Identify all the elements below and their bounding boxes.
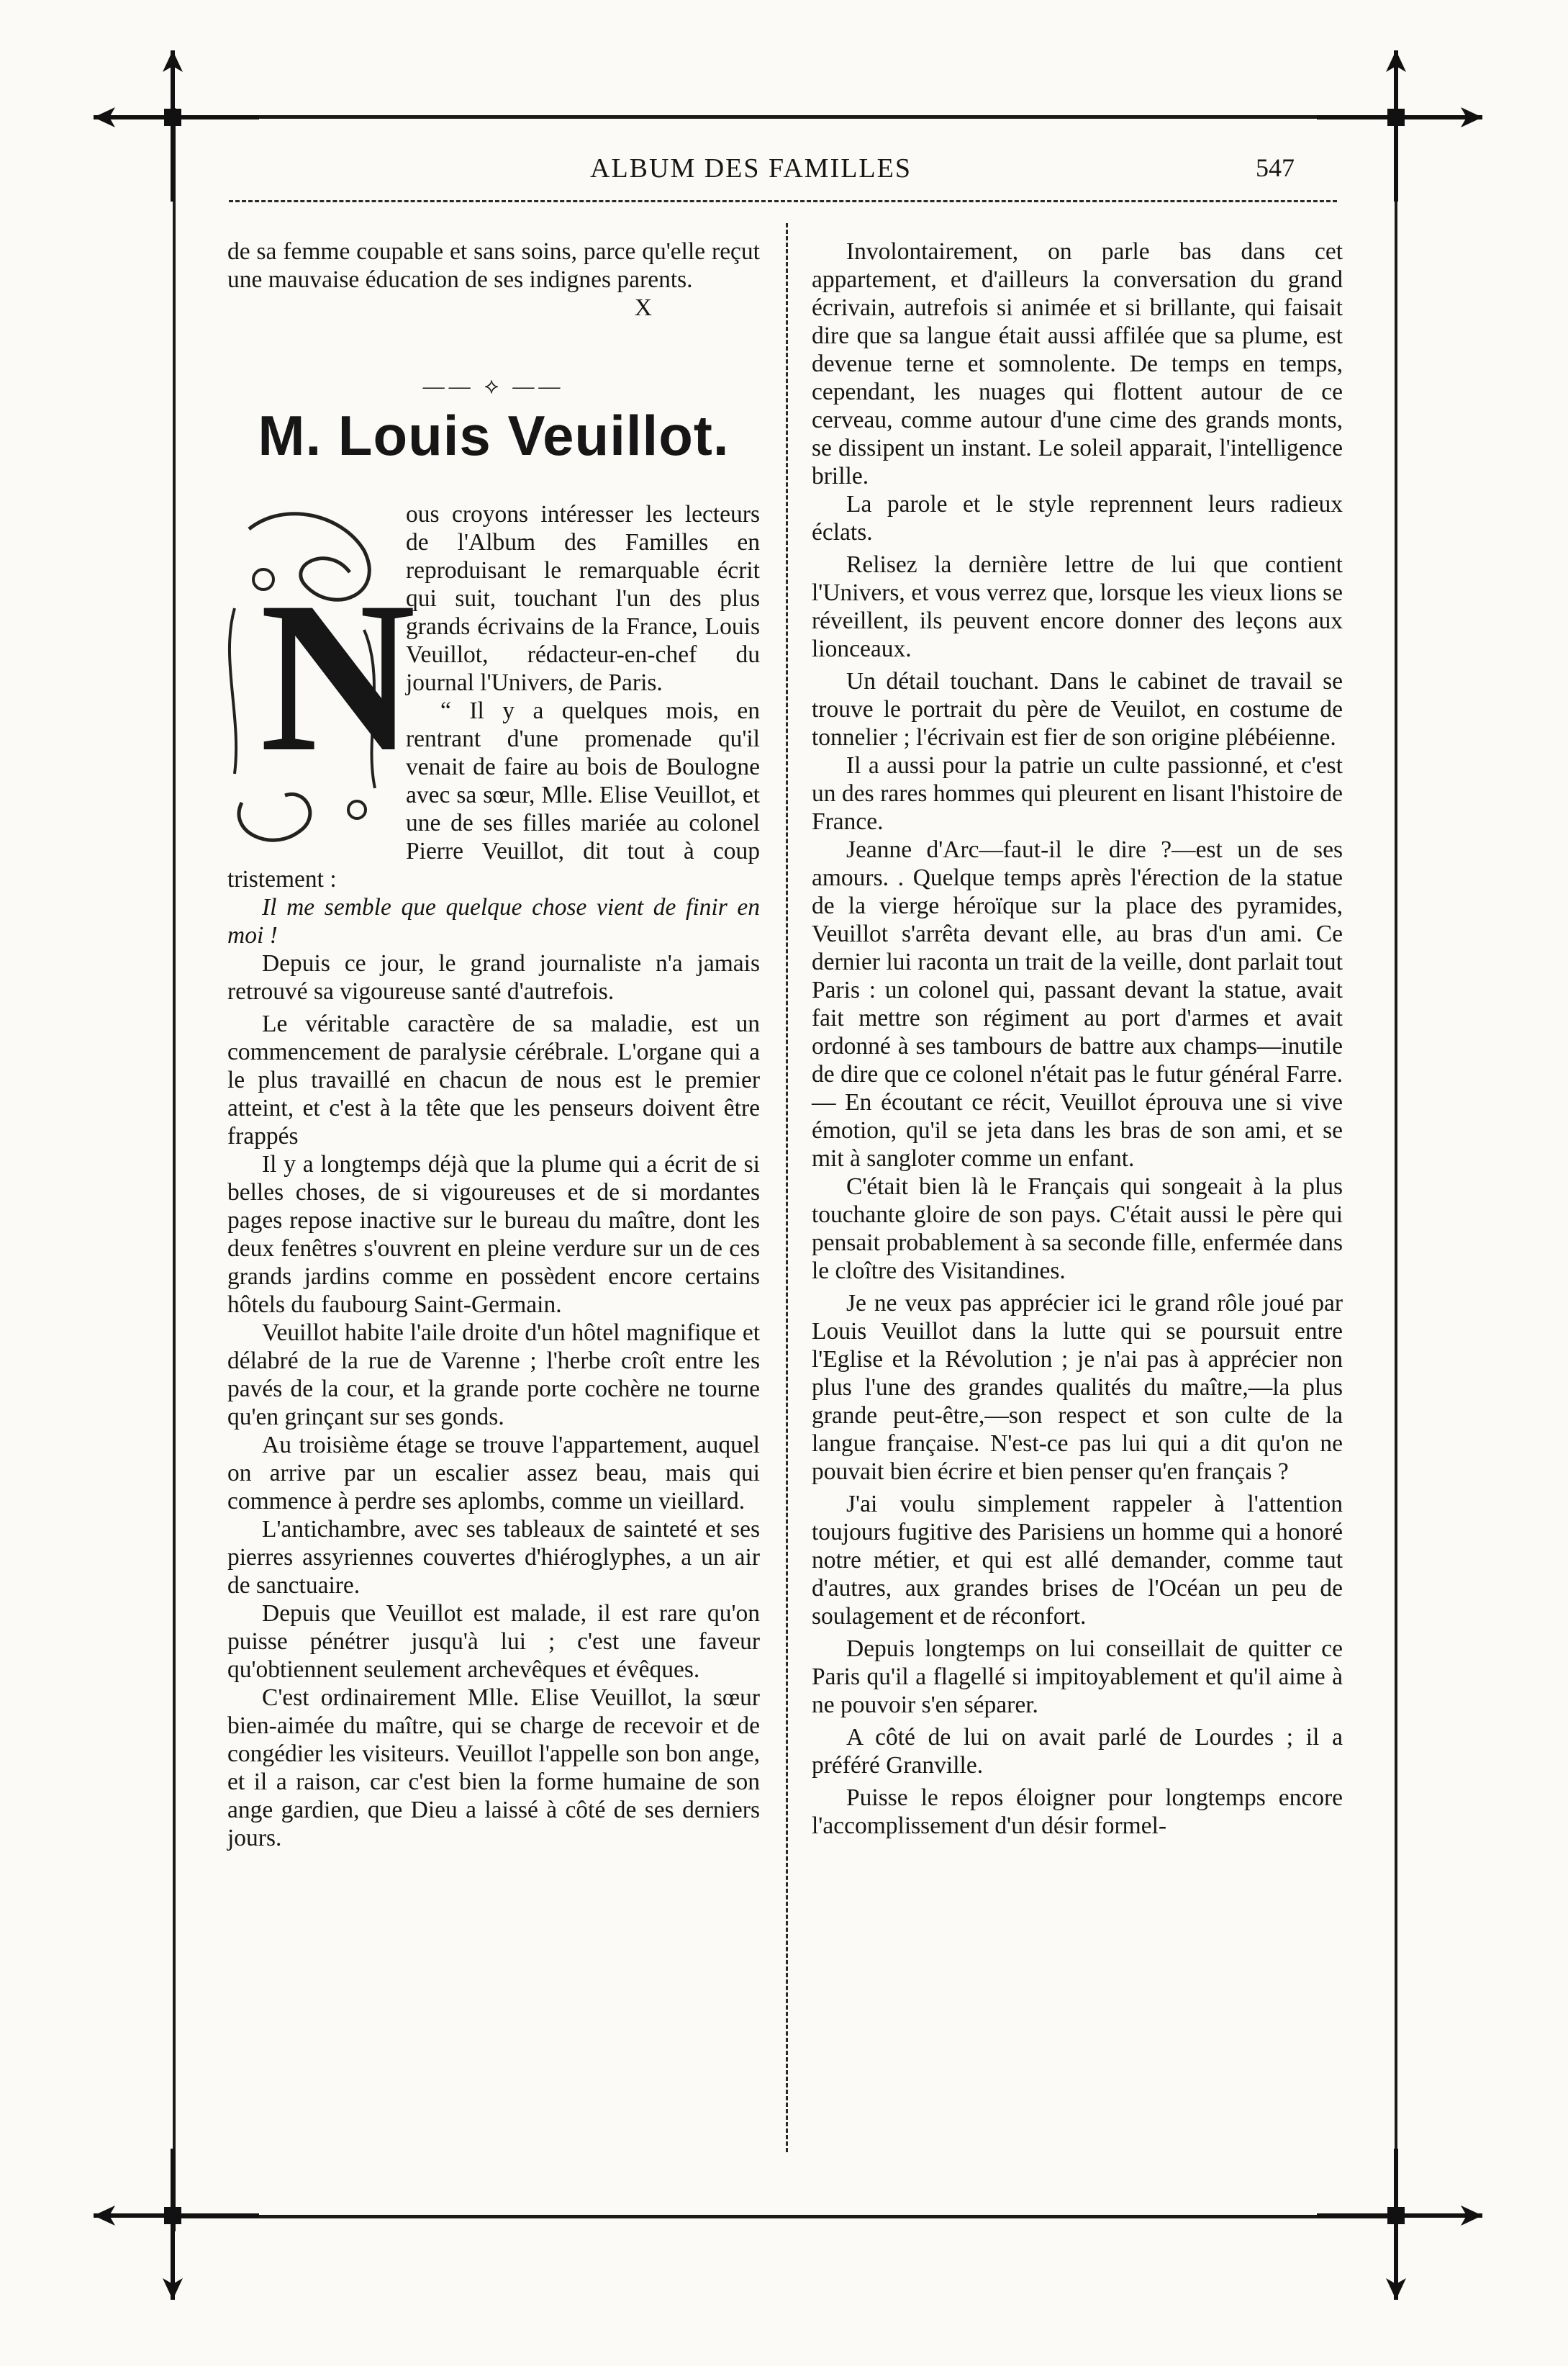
article-paragraph: Involontairement, on parle bas dans cet appartement, et d'ailleurs la conversation du grand écrivain, autrefois si animée et si brillante, qui faisait dire que sa langue était aussi affilée que sa plume, est devenue terne et somnolente. De temps en temps, cependant, les nuages qui flottent autour de ce cerveau, comme autour d'une cime des grands monts, se dissipent un instant. Le soleil apparait, l'intelligence brille. — [812, 238, 1343, 489]
article-paragraph: Le véritable caractère de sa maladie, est un commencement de paralysie cérébrale. L'organe qui a le plus travaillé en chacun de nous est le premier atteint, et c'est à la tête que les penseurs doivent être frappés — [227, 1011, 760, 1150]
corner-ornament-bottom-left-icon — [86, 2141, 266, 2307]
article-paragraph: Depuis longtemps on lui conseillait de quitter ce Paris qu'il a flagellé si impitoyablement et qu'il aime à ne pouvoir s'en séparer. — [812, 1635, 1343, 1718]
left-column — [227, 238, 760, 1852]
column-divider — [786, 223, 788, 2152]
article-paragraph: L'antichambre, avec ses tableaux de sainteté et ses pierres assyriennes couvertes d'hiéroglyphes, a un air de sanctuaire. — [227, 1516, 760, 1599]
corner-ornament-bottom-right-icon — [1310, 2141, 1490, 2307]
article-paragraph: Depuis ce jour, le grand journaliste n'a jamais retrouvé sa vigoureuse santé d'autrefois. — [227, 950, 760, 1005]
article-paragraph: A côté de lui on avait parlé de Lourdes ; il a préféré Granville. — [812, 1724, 1343, 1779]
frame-right-line — [1395, 108, 1397, 2231]
article-paragraph: C'était bien là le Français qui songeait à la plus touchante gloire de son pays. C'était aussi le père qui pensait probablement à sa seconde fille, enfermée dans le cloître des Visitandines. — [812, 1173, 1343, 1284]
page-number: 547 — [1256, 153, 1295, 182]
article-quote: Il me semble que quelque chose vient de finir en moi ! — [227, 894, 760, 949]
ornate-dropcap — [220, 500, 416, 860]
article-paragraph: Je ne veux pas apprécier ici le grand rôle joué par Louis Veuillot dans la lutte qui se poursuit entre l'Eglise et la Révolution ; je n'ai pas à apprécier non plus l'une des grandes qualités du maître,—la plus grande peut-être,—son respect et son culte de la langue française. N'est-ce pas lui qui a dit qu'on ne pouvait bien écrire et bien penser qu'en français ? — [812, 1290, 1343, 1485]
header-rule — [229, 200, 1337, 202]
running-header-title: ALBUM DES FAMILLES — [590, 153, 912, 184]
section-separator: —— ⟡ —— — [422, 374, 565, 398]
article-paragraph: La parole et le style reprennent leurs radieux éclats. — [812, 491, 1343, 546]
dropcap-letter: N — [260, 557, 416, 796]
signature: X — [634, 294, 652, 321]
article-paragraph: C'est ordinairement Mlle. Elise Veuillot, la sœur bien-aimée du maître, qui se charge de recevoir et de congédier les visiteurs. Veuillot l'appelle son bon ange, et il a raison, car c'est bien la forme humaine de son ange gardien, que Dieu a laissé à côté de ses derniers jours. — [227, 1684, 760, 1851]
article-paragraph: Veuillot habite l'aile droite d'un hôtel magnifique et délabré de la rue de Varenne ; l'herbe croît entre les pavés de la cour, et la grande porte cochère ne tourne qu'en grinçant sur ses gonds. — [227, 1319, 760, 1430]
frame-bottom-line — [173, 2215, 1396, 2218]
corner-ornament-top-right-icon — [1310, 43, 1490, 209]
article-paragraph: Jeanne d'Arc—faut-il le dire ?—est un de ses amours. . Quelque temps après l'érection de la statue de la vierge héroïque sur la place des pyramides, Veuillot s'arrêta devant elle, au bras d'un ami. Ce dernier lui raconta un trait de la veille, dont parlait tout Paris : un colonel qui, passant devant la statue, avait fait mettre son régiment au port d'armes et avait ordonné à ses tambours de battre aux champs—inutile de dire que ce colonel n'était pas le futur général Farre.— En écoutant ce récit, Veuillot éprouva une si vive émotion, qu'il se jeta dans les bras de son ami, et se mit à sangloter comme un enfant. — [812, 836, 1343, 1172]
article-paragraph: Au troisième étage se trouve l'appartement, auquel on arrive par un escalier assez beau, mais qui commence à perdre ses aplombs, comme un vieillard. — [227, 1432, 760, 1514]
article-paragraph: Il a aussi pour la patrie un culte passionné, et c'est un des rares hommes qui pleurent en lisant l'histoire de France. — [812, 752, 1343, 835]
article-paragraph: ous croyons intéresser les lecteurs de l'Album des Familles en reproduisant le remarquable écrit qui suit, touchant l'un des plus grands écrivains de la France, Louis Veuillot, rédacteur-en-chef du journal l'Univers, de Paris. — [406, 501, 760, 696]
article-paragraph: Un détail touchant. Dans le cabinet de travail se trouve le portrait du père de Veuilot, en costume de tonnelier ; l'écrivain est fier de son origine plébéienne. — [812, 668, 1343, 751]
article-paragraph: Depuis que Veuillot est malade, il est rare qu'on puisse pénétrer jusqu'à lui ; c'est une faveur qu'obtiennent seulement archevêques et évêques. — [227, 1600, 760, 1683]
article-paragraph: Relisez la dernière lettre de lui que contient l'Univers, et vous verrez que, lorsque les vieux lions se réveillent, ils peuvent encore donner des leçons aux lionceaux. — [812, 551, 1343, 662]
article-paragraph: “ Il y a quelques mois, en rentrant d'une promenade qu'il venait de faire au bois de Boulogne avec sa sœur, Mlle. Elise Veuillot, et une de ses filles mariée au colonel Pierre Veuillot, dit tout à coup tristement : — [227, 697, 760, 893]
corner-ornament-top-left-icon — [86, 43, 266, 209]
article-paragraph: Puisse le repos éloigner pour longtemps encore l'accomplissement d'un désir formel- — [812, 1784, 1343, 1839]
frame-left-line — [173, 108, 176, 2231]
article-title: M. Louis Veuillot. — [258, 404, 730, 467]
article-paragraph: J'ai voulu simplement rappeler à l'attention toujours fugitive des Parisiens un homme qui a honoré notre métier, et qui est allé demander, comme taut d'autres, aux grandes brises de l'Océan un peu de soulagement et de réconfort. — [812, 1491, 1343, 1630]
right-column — [812, 238, 1343, 1840]
frame-top-line — [173, 115, 1396, 119]
continued-paragraph: de sa femme coupable et sans soins, parce qu'elle reçut une mauvaise éducation de ses indignes parents. — [227, 238, 760, 293]
article-paragraph: Il y a longtemps déjà que la plume qui a écrit de si belles choses, de si vigoureuses et de si mordantes pages repose inactive sur le bureau du maître, dont les deux fenêtres s'ouvrent en pleine verdure sur un de ces grands jardins comme en possèdent encore certains hôtels du faubourg Saint-Germain. — [227, 1151, 760, 1318]
